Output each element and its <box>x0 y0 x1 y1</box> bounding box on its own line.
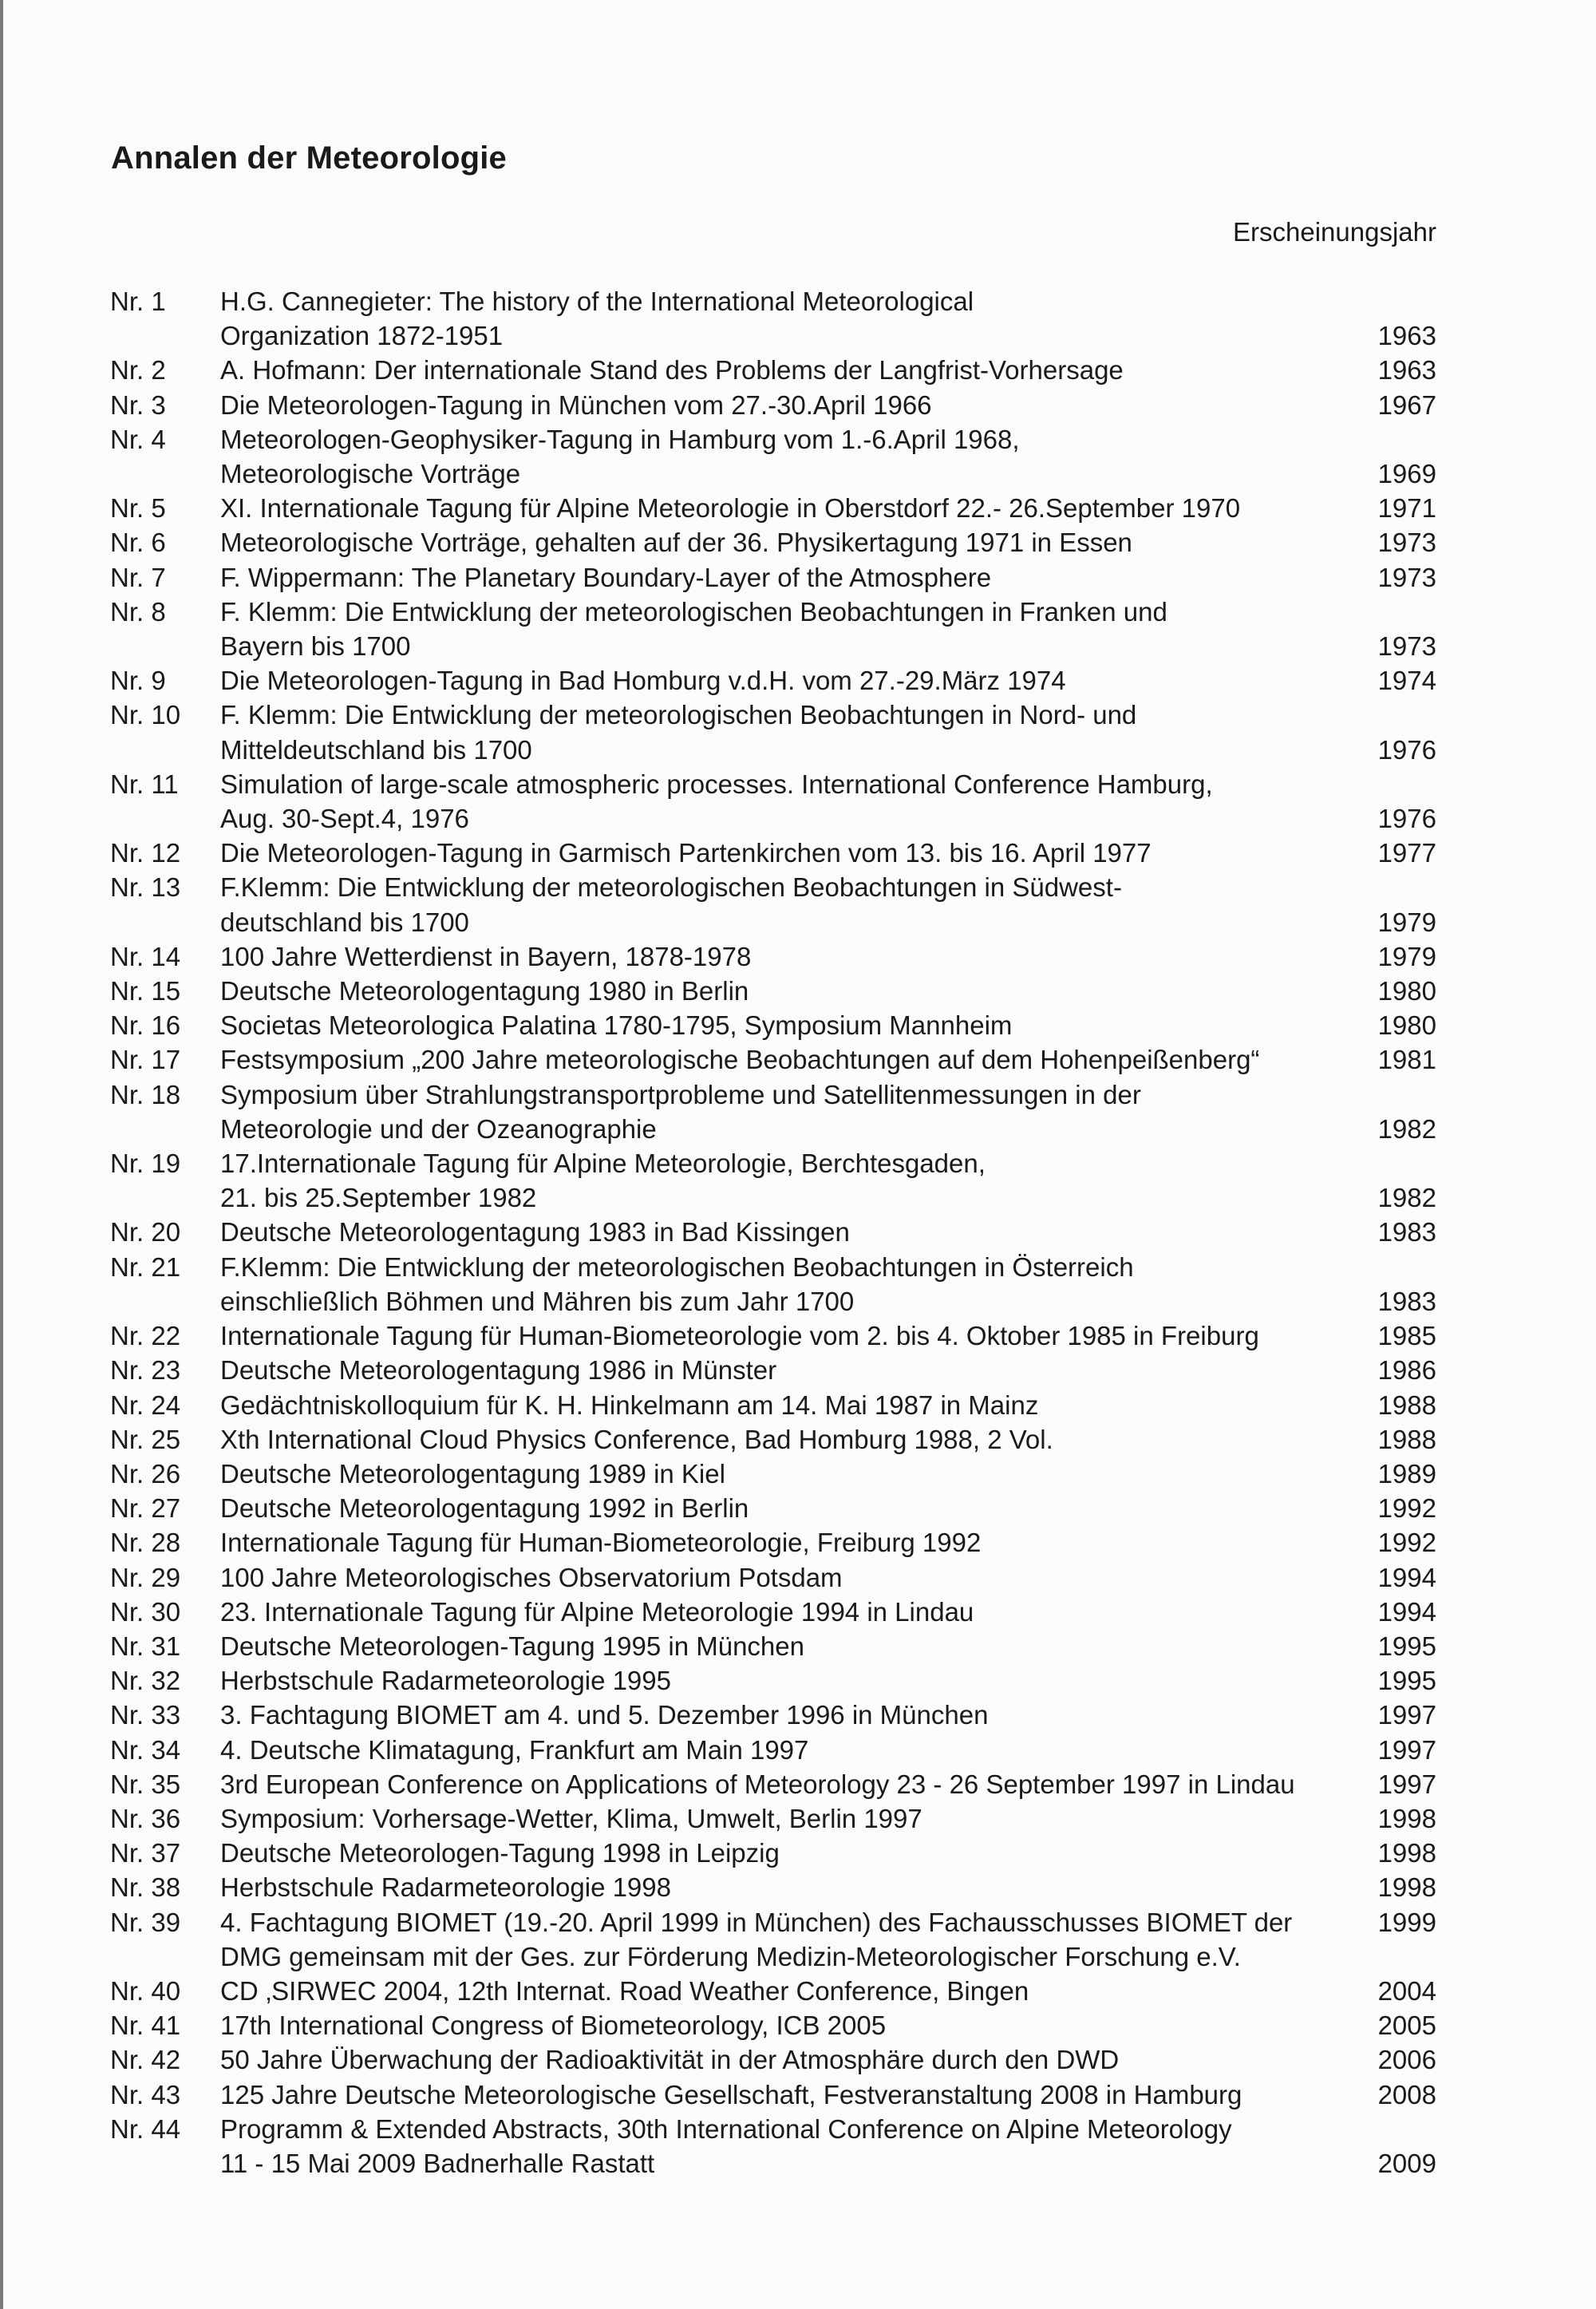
entry-year: 1980 <box>1377 1010 1436 1041</box>
entry-number: Nr. 44 <box>110 2113 181 2144</box>
entry-title-line: Meteorologische Vorträge, gehalten auf der 36. Physikertagung 1971 in Essen <box>220 528 1132 558</box>
list-item <box>0 1663 1596 1698</box>
entry-number: Nr. 18 <box>110 1079 181 1109</box>
entry-title-line: Deutsche Meteorologentagung 1980 in Berlin <box>220 976 749 1006</box>
entry-number: Nr. 14 <box>110 941 181 971</box>
entry-title-line: Deutsche Meteorologentagung 1989 in Kiel <box>220 1458 725 1489</box>
entry-title-line: Festsymposium „200 Jahre meteorologische Beobachtungen auf dem Hohenpeißenberg“ <box>220 1045 1260 1075</box>
entry-title <box>220 974 1353 1008</box>
entry-title-line: 100 Jahre Meteorologisches Observatorium Potsdam <box>220 1562 843 1592</box>
entry-title-line: 17th International Congress of Biometeorology, ICB 2005 <box>220 2010 887 2041</box>
year-column-header: Erscheinungsjahr <box>1233 217 1436 247</box>
entry-year: 1969 <box>1377 459 1436 489</box>
entry-number: Nr. 4 <box>110 424 166 454</box>
list-item <box>0 1629 1596 1663</box>
entry-title <box>220 2112 1353 2181</box>
entry-year: 2004 <box>1377 1975 1436 2006</box>
entry-title-line: 17.Internationale Tagung für Alpine Meteorologie, Berchtesgaden, <box>220 1149 986 1179</box>
list-item <box>0 1905 1596 1974</box>
entry-year: 1985 <box>1377 1321 1436 1351</box>
entry-year: 1963 <box>1377 321 1436 351</box>
entry-number: Nr. 9 <box>110 666 166 696</box>
entry-year: 2005 <box>1377 2010 1436 2041</box>
entry-year: 1986 <box>1377 1355 1436 1386</box>
entry-title <box>220 1698 1353 1732</box>
entry-title <box>220 1870 1353 1904</box>
entry-title <box>220 1733 1353 1767</box>
entry-title <box>220 1250 1353 1319</box>
entry-title-line: Deutsche Meteorologentagung 1983 in Bad Kissingen <box>220 1217 850 1247</box>
entry-number: Nr. 28 <box>110 1528 181 1558</box>
entry-title <box>220 2042 1353 2077</box>
entry-year: 1997 <box>1377 1734 1436 1765</box>
list-item <box>0 1457 1596 1491</box>
list-item <box>0 836 1596 870</box>
entry-year: 1971 <box>1377 493 1436 524</box>
entry-title-line: Xth International Cloud Physics Conference, Bad Homburg 1988, 2 Vol. <box>220 1424 1053 1454</box>
entry-year: 1963 <box>1377 355 1436 385</box>
publication-list <box>0 284 1596 2181</box>
entry-title <box>220 560 1353 595</box>
list-item <box>0 2008 1596 2042</box>
entry-title-line: Mitteldeutschland bis 1700 <box>220 734 532 765</box>
list-item <box>0 2112 1596 2181</box>
entry-number: Nr. 10 <box>110 700 181 730</box>
entry-title-line: 21. bis 25.September 1982 <box>220 1183 537 1213</box>
list-item <box>0 1974 1596 2008</box>
entry-year: 1973 <box>1377 562 1436 592</box>
entry-title <box>220 595 1353 663</box>
entry-title <box>220 1353 1353 1387</box>
list-item <box>0 1077 1596 1146</box>
entry-number: Nr. 30 <box>110 1596 181 1627</box>
entry-title-line: 3rd European Conference on Applications of Meteorology 23 - 26 September 1997 in Lindau <box>220 1769 1295 1799</box>
entry-title-line: F.Klemm: Die Entwicklung der meteorologischen Beobachtungen in Südwest- <box>220 872 1122 903</box>
list-item <box>0 2042 1596 2077</box>
entry-year: 1974 <box>1377 666 1436 696</box>
list-item <box>0 1836 1596 1870</box>
entry-number: Nr. 41 <box>110 2010 181 2041</box>
entry-year: 1994 <box>1377 1596 1436 1627</box>
entry-number: Nr. 17 <box>110 1045 181 1075</box>
entry-title <box>220 1836 1353 1870</box>
entry-year: 1982 <box>1377 1183 1436 1213</box>
list-item <box>0 1560 1596 1595</box>
entry-title-line: XI. Internationale Tagung für Alpine Meteorologie in Oberstdorf 22.- 26.September 1970 <box>220 493 1241 524</box>
entry-year: 2006 <box>1377 2045 1436 2075</box>
entry-title-line: Meteorologie und der Ozeanographie <box>220 1113 657 1144</box>
entry-number: Nr. 3 <box>110 389 166 420</box>
list-item <box>0 388 1596 422</box>
list-item <box>0 422 1596 491</box>
entry-title-line: einschließlich Böhmen und Mähren bis zum Jahr 1700 <box>220 1286 855 1316</box>
entry-title <box>220 1595 1353 1629</box>
entry-number: Nr. 38 <box>110 1872 181 1903</box>
entry-year: 1979 <box>1377 907 1436 937</box>
entry-title <box>220 1077 1353 1146</box>
entry-title-line: Simulation of large-scale atmospheric processes. International Conference Hamburg, <box>220 769 1213 799</box>
entry-title <box>220 663 1353 698</box>
entry-number: Nr. 22 <box>110 1321 181 1351</box>
entry-number: Nr. 15 <box>110 976 181 1006</box>
entry-year: 2009 <box>1377 2148 1436 2178</box>
entry-title <box>220 1491 1353 1525</box>
entry-title <box>220 2008 1353 2042</box>
entry-title <box>220 491 1353 525</box>
list-item <box>0 1870 1596 1904</box>
list-item <box>0 698 1596 766</box>
entry-title-line: 100 Jahre Wetterdienst in Bayern, 1878-1978 <box>220 941 752 971</box>
entry-title-line: Deutsche Meteorologen-Tagung 1995 in München <box>220 1631 804 1661</box>
entry-number: Nr. 12 <box>110 838 181 868</box>
entry-title <box>220 1974 1353 2008</box>
entry-title-line: F.Klemm: Die Entwicklung der meteorologischen Beobachtungen in Österreich <box>220 1251 1134 1282</box>
list-item <box>0 284 1596 353</box>
entry-title-line: Gedächtniskolloquium für K. H. Hinkelmann am 14. Mai 1987 in Mainz <box>220 1390 1039 1420</box>
entry-year: 1983 <box>1377 1217 1436 1247</box>
entry-title-line: Meteorologen-Geophysiker-Tagung in Hamburg vom 1.-6.April 1968, <box>220 424 1020 454</box>
list-item <box>0 974 1596 1008</box>
list-item <box>0 1733 1596 1767</box>
page-title: Annalen der Meteorologie <box>111 140 507 176</box>
entry-title-line: Internationale Tagung für Human-Biometeorologie, Freiburg 1992 <box>220 1528 982 1558</box>
entry-number: Nr. 32 <box>110 1666 181 1696</box>
list-item <box>0 1042 1596 1077</box>
entry-year: 1997 <box>1377 1700 1436 1730</box>
entry-number: Nr. 29 <box>110 1562 181 1592</box>
entry-title-line: Symposium: Vorhersage-Wetter, Klima, Umwelt, Berlin 1997 <box>220 1803 922 1833</box>
entry-title-line: Die Meteorologen-Tagung in Bad Homburg v.d.H. vom 27.-29.März 1974 <box>220 666 1066 696</box>
entry-year: 1994 <box>1377 1562 1436 1592</box>
entry-title-line: Die Meteorologen-Tagung in München vom 27.-30.April 1966 <box>220 389 932 420</box>
entry-title <box>220 836 1353 870</box>
entry-number: Nr. 16 <box>110 1010 181 1041</box>
list-item <box>0 1698 1596 1732</box>
entry-title <box>220 1525 1353 1560</box>
entry-title <box>220 388 1353 422</box>
list-item <box>0 491 1596 525</box>
entry-number: Nr. 39 <box>110 1907 181 1937</box>
list-item <box>0 595 1596 663</box>
entry-title <box>220 525 1353 559</box>
entry-number: Nr. 11 <box>110 769 179 799</box>
entry-title <box>220 870 1353 939</box>
entry-number: Nr. 1 <box>110 287 166 316</box>
entry-title-line: 23. Internationale Tagung für Alpine Meteorologie 1994 in Lindau <box>220 1596 974 1627</box>
entry-year: 1995 <box>1377 1666 1436 1696</box>
entry-title <box>220 284 1353 353</box>
entry-number: Nr. 35 <box>110 1769 181 1799</box>
entry-number: Nr. 2 <box>110 355 166 385</box>
entry-year: 1988 <box>1377 1390 1436 1420</box>
entry-title <box>220 2078 1353 2112</box>
entry-title <box>220 1663 1353 1698</box>
list-item <box>0 560 1596 595</box>
entry-year: 2008 <box>1377 2079 1436 2109</box>
entry-title-line: 50 Jahre Überwachung der Radioaktivität in der Atmosphäre durch den DWD <box>220 2045 1120 2075</box>
entry-title-line: F. Klemm: Die Entwicklung der meteorologischen Beobachtungen in Nord- und <box>220 700 1137 730</box>
list-item <box>0 1767 1596 1801</box>
entry-title-line: Herbstschule Radarmeteorologie 1998 <box>220 1872 671 1903</box>
entry-title <box>220 1422 1353 1457</box>
entry-year: 1976 <box>1377 804 1436 834</box>
entry-year: 1967 <box>1377 389 1436 420</box>
entry-title <box>220 1042 1353 1077</box>
entry-title <box>220 422 1353 491</box>
list-item <box>0 1215 1596 1249</box>
entry-year: 1992 <box>1377 1528 1436 1558</box>
entry-title-line: A. Hofmann: Der internationale Stand des Problems der Langfrist-Vorhersage <box>220 355 1124 385</box>
entry-year: 1998 <box>1377 1838 1436 1868</box>
entry-title-line: Symposium über Strahlungstransportprobleme und Satellitenmessungen in der <box>220 1079 1141 1109</box>
list-item <box>0 767 1596 836</box>
entry-title <box>220 1457 1353 1491</box>
entry-title-line: Deutsche Meteorologentagung 1986 in Münster <box>220 1355 777 1386</box>
entry-title-line: DMG gemeinsam mit der Ges. zur Förderung Medizin-Meteorologischer Forschung e.V. <box>220 1941 1241 1971</box>
list-item <box>0 1353 1596 1387</box>
entry-title-line: 4. Deutsche Klimatagung, Frankfurt am Main 1997 <box>220 1734 809 1765</box>
entry-year: 1992 <box>1377 1493 1436 1524</box>
entry-number: Nr. 24 <box>110 1390 181 1420</box>
entry-number: Nr. 40 <box>110 1975 181 2006</box>
list-item <box>0 2078 1596 2112</box>
list-item <box>0 1388 1596 1422</box>
entry-number: Nr. 33 <box>110 1700 181 1730</box>
entry-title-line: 125 Jahre Deutsche Meteorologische Gesellschaft, Festveranstaltung 2008 in Hamburg <box>220 2079 1242 2109</box>
entry-title <box>220 1388 1353 1422</box>
entry-title <box>220 939 1353 974</box>
entry-title-line: Herbstschule Radarmeteorologie 1995 <box>220 1666 671 1696</box>
entry-year: 1980 <box>1377 976 1436 1006</box>
entry-title-line: Bayern bis 1700 <box>220 631 411 662</box>
entry-title-line: 3. Fachtagung BIOMET am 4. und 5. Dezember 1996 in München <box>220 1700 989 1730</box>
list-item <box>0 1595 1596 1629</box>
entry-title-line: Programm & Extended Abstracts, 30th International Conference on Alpine Meteorology <box>220 2113 1232 2144</box>
entry-title <box>220 353 1353 387</box>
entry-number: Nr. 5 <box>110 493 166 524</box>
entry-number: Nr. 36 <box>110 1803 181 1833</box>
entry-title-line: F. Wippermann: The Planetary Boundary-Layer of the Atmosphere <box>220 562 992 592</box>
entry-title-line: deutschland bis 1700 <box>220 907 469 937</box>
entry-title <box>220 1801 1353 1836</box>
entry-year: 1997 <box>1377 1769 1436 1799</box>
entry-year: 1988 <box>1377 1424 1436 1454</box>
entry-title <box>220 1905 1353 1974</box>
entry-year: 1979 <box>1377 941 1436 971</box>
entry-number: Nr. 20 <box>110 1217 181 1247</box>
entry-year: 1983 <box>1377 1286 1436 1316</box>
list-item <box>0 1146 1596 1215</box>
entry-number: Nr. 31 <box>110 1631 181 1661</box>
entry-title-line: 4. Fachtagung BIOMET (19.-20. April 1999 in München) des Fachausschusses BIOMET der <box>220 1907 1293 1937</box>
entry-number: Nr. 6 <box>110 528 166 558</box>
entry-year: 1995 <box>1377 1631 1436 1661</box>
list-item <box>0 870 1596 939</box>
entry-number: Nr. 34 <box>110 1734 181 1765</box>
list-item <box>0 1525 1596 1560</box>
entry-title <box>220 1215 1353 1249</box>
list-item <box>0 525 1596 559</box>
entry-title <box>220 1629 1353 1663</box>
entry-year: 1977 <box>1377 838 1436 868</box>
entry-year: 1998 <box>1377 1872 1436 1903</box>
entry-year: 1982 <box>1377 1113 1436 1144</box>
list-item <box>0 1250 1596 1319</box>
entry-title <box>220 1560 1353 1595</box>
list-item <box>0 353 1596 387</box>
list-item <box>0 1422 1596 1457</box>
list-item <box>0 1008 1596 1042</box>
list-item <box>0 939 1596 974</box>
entry-number: Nr. 7 <box>110 562 166 592</box>
list-item <box>0 1491 1596 1525</box>
entry-number: Nr. 43 <box>110 2079 181 2109</box>
entry-title-line: Aug. 30-Sept.4, 1976 <box>220 804 469 834</box>
entry-title-line: Internationale Tagung für Human-Biometeorologie vom 2. bis 4. Oktober 1985 in Freiburg <box>220 1321 1259 1351</box>
entry-number: Nr. 27 <box>110 1493 181 1524</box>
entry-number: Nr. 8 <box>110 596 166 627</box>
entry-title-line: Organization 1872-1951 <box>220 321 504 351</box>
entry-year: 1973 <box>1377 631 1436 662</box>
entry-title <box>220 698 1353 766</box>
entry-year: 1973 <box>1377 528 1436 558</box>
entry-title-line: Deutsche Meteorologentagung 1992 in Berlin <box>220 1493 749 1524</box>
entry-year: 1981 <box>1377 1045 1436 1075</box>
entry-number: Nr. 23 <box>110 1355 181 1386</box>
entry-title-line: Societas Meteorologica Palatina 1780-1795, Symposium Mannheim <box>220 1010 1013 1041</box>
entry-title-line: Meteorologische Vorträge <box>220 459 521 489</box>
entry-title-line: CD ‚SIRWEC 2004, 12th Internat. Road Weather Conference, Bingen <box>220 1975 1029 2006</box>
entry-number: Nr. 42 <box>110 2045 181 2075</box>
entry-number: Nr. 37 <box>110 1838 181 1868</box>
entry-number: Nr. 26 <box>110 1458 181 1489</box>
entry-number: Nr. 19 <box>110 1149 181 1179</box>
entry-number: Nr. 13 <box>110 872 181 903</box>
entry-year: 1999 <box>1377 1907 1436 1937</box>
entry-title <box>220 1008 1353 1042</box>
entry-title <box>220 767 1353 836</box>
entry-title <box>220 1767 1353 1801</box>
entry-title-line: H.G. Cannegieter: The history of the International Meteorological <box>220 287 974 316</box>
entry-year: 1998 <box>1377 1803 1436 1833</box>
entry-title <box>220 1319 1353 1353</box>
entry-year: 1989 <box>1377 1458 1436 1489</box>
entry-title-line: Deutsche Meteorologen-Tagung 1998 in Leipzig <box>220 1838 780 1868</box>
list-item <box>0 1319 1596 1353</box>
entry-title-line: 11 - 15 Mai 2009 Badnerhalle Rastatt <box>220 2148 655 2178</box>
entry-title <box>220 1146 1353 1215</box>
entry-number: Nr. 25 <box>110 1424 181 1454</box>
entry-year: 1976 <box>1377 734 1436 765</box>
entry-title-line: F. Klemm: Die Entwicklung der meteorologischen Beobachtungen in Franken und <box>220 596 1167 627</box>
list-item <box>0 663 1596 698</box>
list-item <box>0 1801 1596 1836</box>
entry-number: Nr. 21 <box>110 1251 181 1282</box>
entry-title-line: Die Meteorologen-Tagung in Garmisch Partenkirchen vom 13. bis 16. April 1977 <box>220 838 1152 868</box>
